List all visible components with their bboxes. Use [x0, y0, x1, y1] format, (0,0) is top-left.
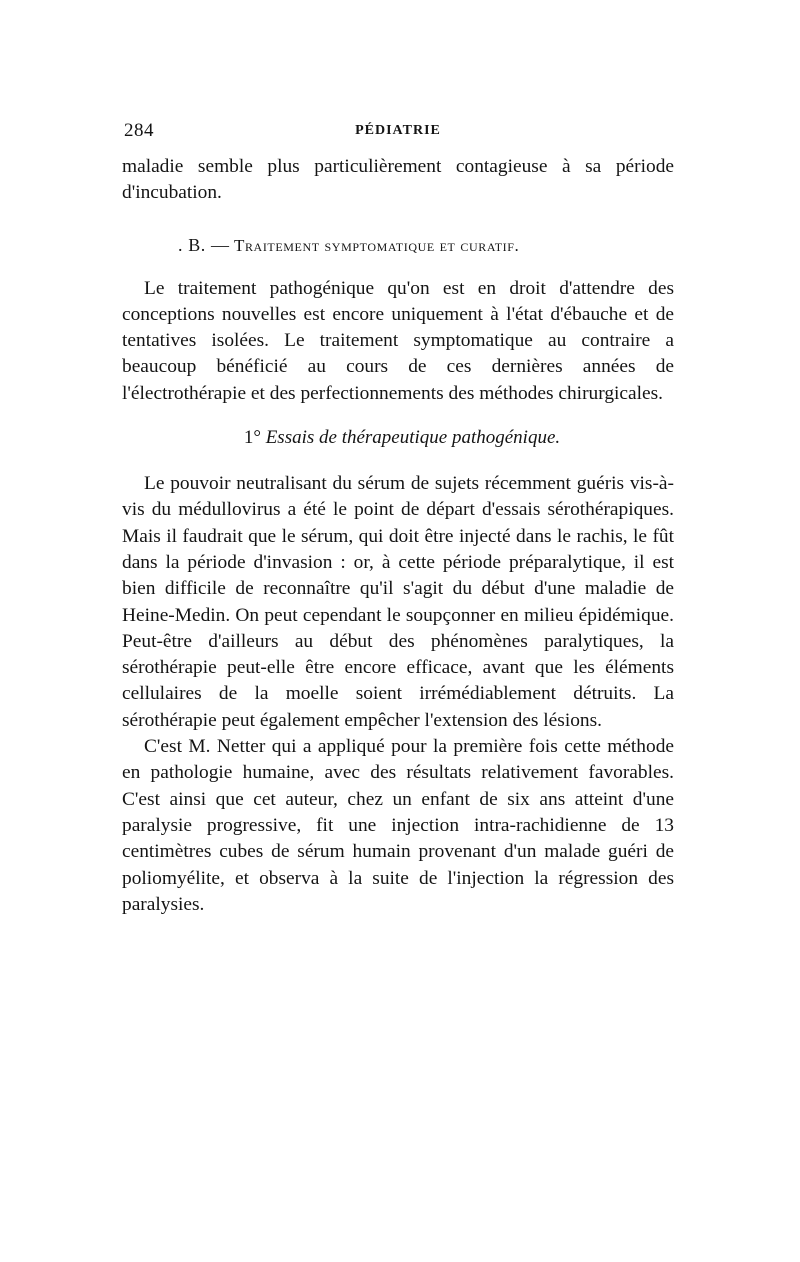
- section-title: Traitement symptomatique et curatif.: [233, 235, 520, 255]
- page-number: 284: [124, 120, 154, 141]
- running-title: PÉDIATRIE: [355, 123, 441, 138]
- subsection-title: Essais de thérapeutique pathogénique.: [265, 427, 561, 449]
- netter-paragraph: C'est M. Netter qui a appliqué pour la première fois cette méthode en pathologie humaine, avec des résultats relativement favorables. C'est ainsi que cet auteur, chez un enfant de six ans atteint d'une paralysie progressive, fit une injection intra-rachidienne de 13 centimètres cubes de sérum humain provenant d'un malade guéri de poliomyélite, et observa à la suite de l'injection la régression des paralysies.: [122, 736, 674, 915]
- serum-paragraph: Le pouvoir neutralisant du sérum de sujets récemment guéris vis-à-vis du médullovirus a été le point de départ d'essais sérothérapiques. Mais il faudrait que le sérum, qui doit être injecté dans le rachis, le fût dans la période d'invasion : or, à cette période préparalytique, il est bien difficile de reconnaître qu'il s'agit du début d'une maladie de Heine-Medin. On peut cependant le soupçonner en milieu épidémique. Peut-être d'ailleurs au début des phénomènes paralytiques, la sérothérapie peut-elle être encore efficace, avant que les éléments cellulaires de la moelle soient irrémédiablement détruits. La sérothérapie peut également empêcher l'extension des lésions.: [122, 473, 674, 731]
- intro-paragraph: Le traitement pathogénique qu'on est en droit d'attendre des conceptions nouvelles est encore uniquement à l'état d'ébauche et de tentatives isolées. Le traitement symptomatique au contraire a beaucoup bénéficié au cours de ces dernières années de l'électrothérapie et des perfectionnements des méthodes chirurgicales.: [122, 277, 674, 404]
- continuation-paragraph: maladie semble plus particulièrement contagieuse à sa période d'incubation.: [122, 156, 674, 204]
- subsection-heading: [122, 427, 674, 449]
- section-letter: . B. —: [178, 234, 230, 255]
- subsection-number: 1°: [243, 427, 261, 449]
- book-page: [122, 120, 674, 918]
- running-header: [122, 120, 674, 154]
- section-heading-b: [122, 235, 674, 256]
